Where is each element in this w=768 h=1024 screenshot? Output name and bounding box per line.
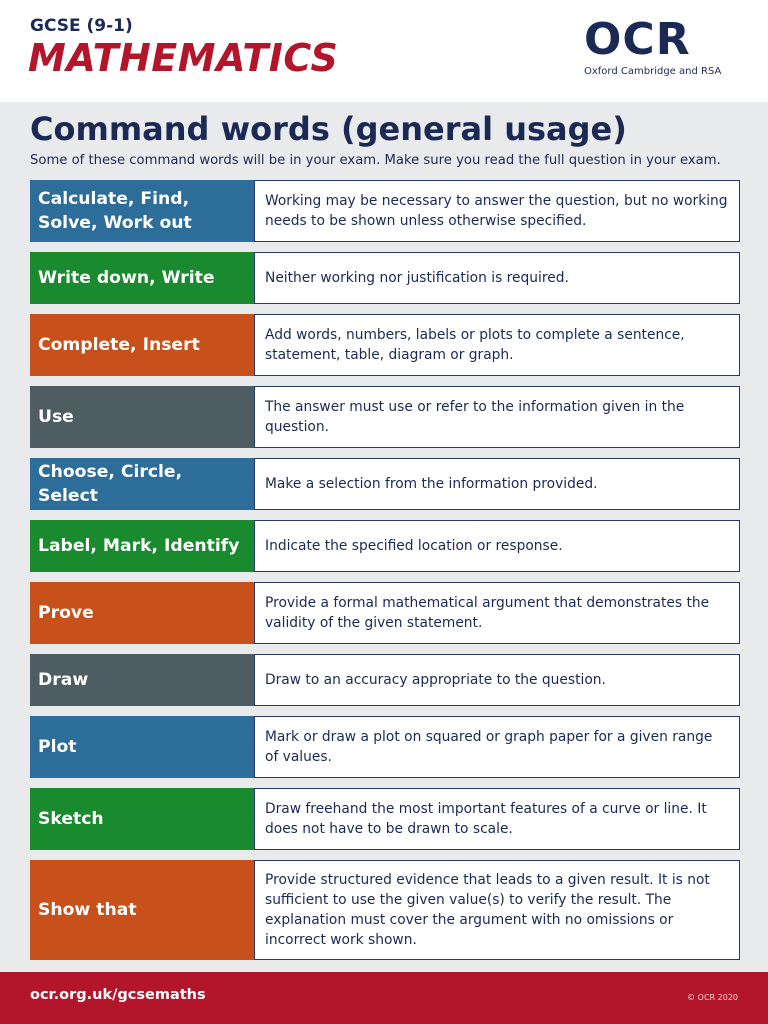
command-term: Plot <box>30 716 254 778</box>
command-term: Choose, Circle, Select <box>30 458 254 510</box>
command-term: Calculate, Find, Solve, Work out <box>30 180 254 242</box>
command-term: Use <box>30 386 254 448</box>
command-row <box>30 314 740 376</box>
command-definition: Provide a formal mathematical argument that demonstrates the validity of the given statement. <box>254 582 740 644</box>
command-term: Sketch <box>30 788 254 850</box>
command-row <box>30 386 740 448</box>
command-definition: Add words, numbers, labels or plots to complete a sentence, statement, table, diagram or graph. <box>254 314 740 376</box>
logo-text: OCR <box>584 14 691 65</box>
command-row <box>30 788 740 850</box>
command-definition: Mark or draw a plot on squared or graph paper for a given range of values. <box>254 716 740 778</box>
command-term: Show that <box>30 860 254 960</box>
command-row <box>30 654 740 706</box>
command-definition: Neither working nor justification is required. <box>254 252 740 304</box>
command-row <box>30 860 740 960</box>
command-row <box>30 180 740 242</box>
command-definition: Draw to an accuracy appropriate to the question. <box>254 654 740 706</box>
command-definition: Make a selection from the information provided. <box>254 458 740 510</box>
command-definition: Draw freehand the most important features of a curve or line. It does not have to be drawn to scale. <box>254 788 740 850</box>
ocr-logo <box>584 14 734 77</box>
command-definition: The answer must use or refer to the information given in the question. <box>254 386 740 448</box>
command-row <box>30 252 740 304</box>
page-title: Command words (general usage) <box>30 110 627 148</box>
logo-tagline: Oxford Cambridge and RSA <box>584 66 722 77</box>
page-header <box>0 0 768 102</box>
command-term: Complete, Insert <box>30 314 254 376</box>
copyright-notice: © OCR 2020 <box>687 993 738 1002</box>
command-row <box>30 716 740 778</box>
intro-text: Some of these command words will be in your exam. Make sure you read the full question in your exam. <box>30 153 721 168</box>
command-row <box>30 458 740 510</box>
command-term: Draw <box>30 654 254 706</box>
qualification-label: GCSE (9-1) <box>30 16 133 36</box>
command-term: Label, Mark, Identify <box>30 520 254 572</box>
command-term: Prove <box>30 582 254 644</box>
command-definition: Provide structured evidence that leads to a given result. It is not sufficient to use the given value(s) to verify the result. The explanation must cover the argument with no omissions or incorrect work shown. <box>254 860 740 960</box>
command-row <box>30 582 740 644</box>
command-row <box>30 520 740 572</box>
command-term: Write down, Write <box>30 252 254 304</box>
command-definition: Working may be necessary to answer the question, but no working needs to be shown unless otherwise specified. <box>254 180 740 242</box>
page-footer <box>0 972 768 1024</box>
main-content <box>0 102 768 972</box>
subject-title: MATHEMATICS <box>28 36 339 80</box>
command-definition: Indicate the specified location or response. <box>254 520 740 572</box>
website-link[interactable]: ocr.org.uk/gcsemaths <box>30 987 206 1003</box>
